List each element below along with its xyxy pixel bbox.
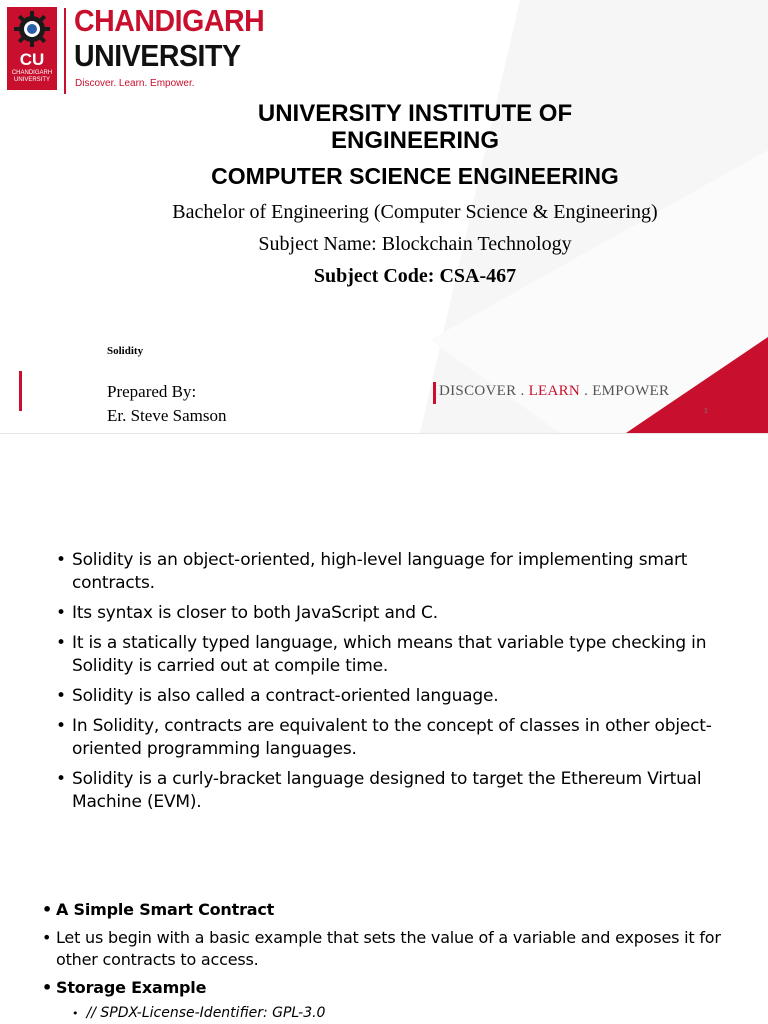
license-text: // SPDX-License-Identifier: GPL-3.0 xyxy=(86,1005,326,1021)
bullet-dot: • xyxy=(72,1007,79,1020)
page-number: 1 xyxy=(704,408,708,415)
slide-separator xyxy=(0,433,768,434)
degree-text: Bachelor of Engineering (Computer Science & Engineering) xyxy=(172,201,658,223)
license-sub-bullet xyxy=(72,1005,325,1021)
brand-name-line2: UNIVERSITY xyxy=(74,38,241,73)
subject-code: Subject Code: CSA-467 xyxy=(313,265,517,287)
corner-triangle xyxy=(0,0,768,433)
motto-learn: LEARN xyxy=(528,383,581,399)
storage-example-heading: • Storage Example xyxy=(40,977,740,999)
list-item: • It is a statically typed language, which means that variable type checking in Solidity is carried out at compile time. xyxy=(54,632,734,678)
logo-cu-text: CU xyxy=(19,50,45,69)
solidity-overview-list xyxy=(54,549,734,821)
brand-tagline: Discover. Learn. Empower. xyxy=(75,78,195,89)
list-item: • Its syntax is closer to both JavaScript and C. xyxy=(54,602,734,625)
title-slide xyxy=(0,0,768,433)
smart-contract-list xyxy=(40,899,740,1005)
institute-title: UNIVERSITY INSTITUTE OF ENGINEERING xyxy=(257,100,573,154)
motto-accent-bar xyxy=(433,382,436,404)
list-item: • Let us begin with a basic example that sets the value of a variable and exposes it for other contracts to access. xyxy=(40,927,740,971)
list-item: • Solidity is an object-oriented, high-level language for implementing smart contracts. xyxy=(54,549,734,595)
list-item: • Solidity is a curly-bracket language designed to target the Ethereum Virtual Machine (EVM). xyxy=(54,768,734,814)
logo-subtext: CHANDIGARH UNIVERSITY xyxy=(11,70,53,83)
brand-name-line1: CHANDIGARH xyxy=(74,3,265,38)
presenter-name: Er. Steve Samson xyxy=(107,406,227,425)
prepared-by-label: Prepared By: xyxy=(107,382,197,401)
motto-discover: DISCOVER . xyxy=(439,383,529,399)
motto xyxy=(439,383,669,400)
simple-contract-heading: • A Simple Smart Contract xyxy=(40,899,740,921)
motto-empower: . EMPOWER xyxy=(580,383,670,399)
list-item: • Solidity is also called a contract-oriented language. xyxy=(54,685,734,708)
topic-label: Solidity xyxy=(107,345,144,357)
subject-name: Subject Name: Blockchain Technology xyxy=(258,233,572,255)
list-item: • In Solidity, contracts are equivalent to the concept of classes in other object-oriented programming languages. xyxy=(54,715,734,761)
department-title: COMPUTER SCIENCE ENGINEERING xyxy=(211,163,619,189)
